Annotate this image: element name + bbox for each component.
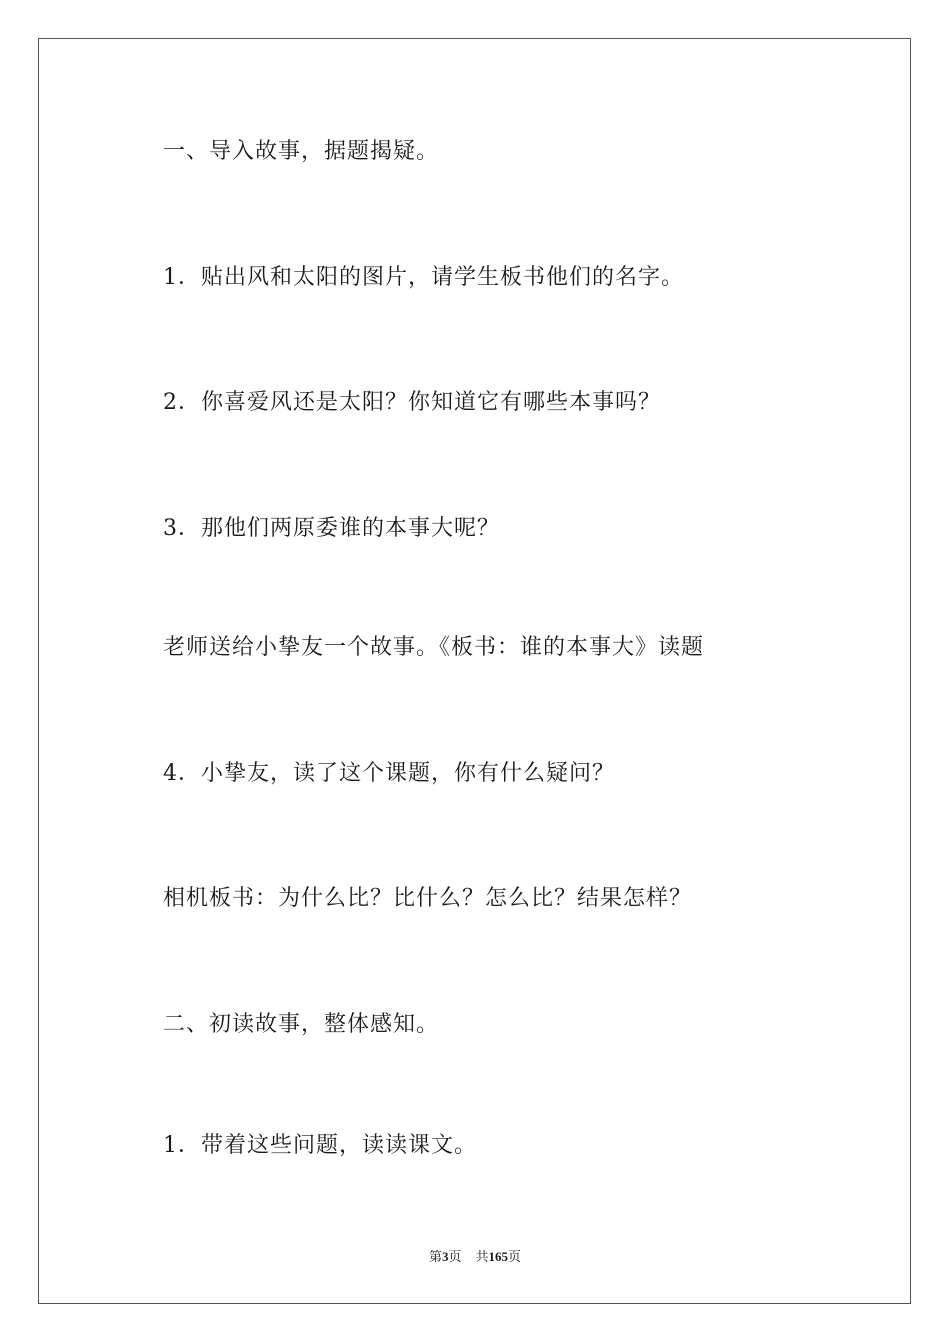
page-border — [38, 38, 911, 1304]
paragraph-line: 1．贴出风和太阳的图片，请学生板书他们的名字。 — [163, 265, 684, 290]
section-heading-2: 二、初读故事，整体感知。 — [163, 1012, 440, 1037]
paragraph-line: 2．你喜爱风还是太阳？你知道它有哪些本事吗？ — [163, 390, 661, 415]
footer-page-number: 3 — [441, 1249, 449, 1264]
paragraph-line: 相机板书：为什么比？比什么？怎么比？结果怎样？ — [163, 886, 693, 911]
footer-total-pages: 165 — [488, 1249, 509, 1264]
paragraph-line: 3．那他们两原委谁的本事大呢？ — [163, 516, 500, 541]
paragraph-line: 1．带着这些问题，读读课文。 — [163, 1133, 477, 1158]
paragraph-line: 4．小挚友，读了这个课题，你有什么疑问？ — [163, 761, 615, 786]
section-heading-1: 一、导入故事，据题揭疑。 — [163, 139, 440, 164]
paragraph-line: 老师送给小挚友一个故事。《板书：谁的本事大》读题 — [163, 635, 705, 660]
footer-total-suffix: 页 — [508, 1249, 522, 1264]
footer-page-suffix: 页 — [448, 1249, 462, 1264]
footer-page-prefix: 第 — [428, 1249, 442, 1264]
footer-total-prefix: 共 — [475, 1249, 489, 1264]
page-footer — [0, 1249, 950, 1265]
